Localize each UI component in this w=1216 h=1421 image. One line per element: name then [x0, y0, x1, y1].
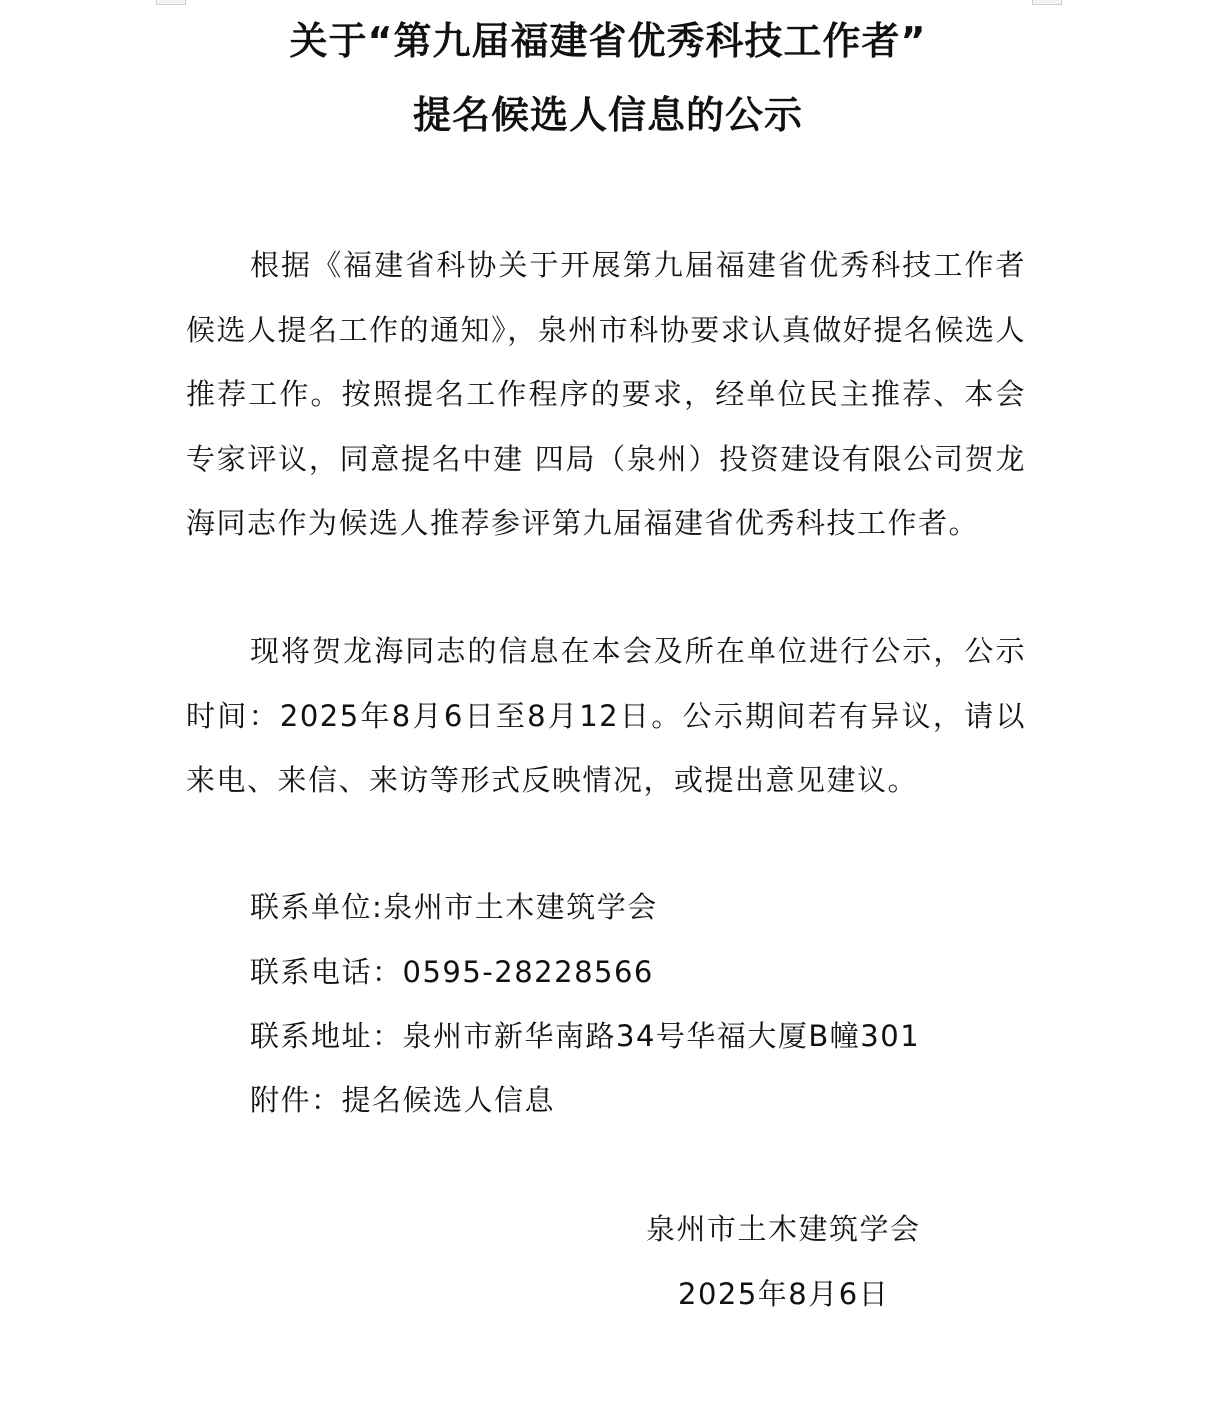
attachment-line: 附件：提名候选人信息	[250, 1083, 556, 1117]
signature-organization: 泉州市土木建筑学会	[646, 1212, 921, 1246]
page-corner-marker-left	[156, 0, 186, 5]
page-corner-marker-right	[1032, 0, 1062, 5]
document-title-line2: 提名候选人信息的公示	[412, 93, 803, 137]
signature-date: 2025年8月6日	[678, 1277, 890, 1311]
document-title-line1: 关于“第九届福建省优秀科技工作者”	[289, 19, 927, 63]
body-paragraph-1	[186, 233, 1026, 556]
body-paragraph-2	[186, 619, 1026, 813]
paragraph-2-text: 现将贺龙海同志的信息在本会及所在单位进行公示，公示时间：2025年8月6日至8月12日。公示期间若有异议，请以来电、来信、来访等形式反映情况，或提出意见建议。	[186, 634, 1026, 797]
contact-unit: 联系单位:泉州市土木建筑学会	[250, 890, 658, 924]
paragraph-1-text: 根据《福建省科协关于开展第九届福建省优秀科技工作者候选人提名工作的通知》，泉州市科协要求认真做好提名候选人推荐工作。按照提名工作程序的要求，经单位民主推荐、本会专家评议，同意提名中建 四局（泉州）投资建设有限公司贺龙海同志作为候选人推荐参评第九届福建省优秀科技工作者。	[186, 248, 1026, 540]
contact-phone: 联系电话：0595-28228566	[250, 955, 654, 989]
contact-address: 联系地址：泉州市新华南路34号华福大厦B幢301	[250, 1019, 921, 1053]
